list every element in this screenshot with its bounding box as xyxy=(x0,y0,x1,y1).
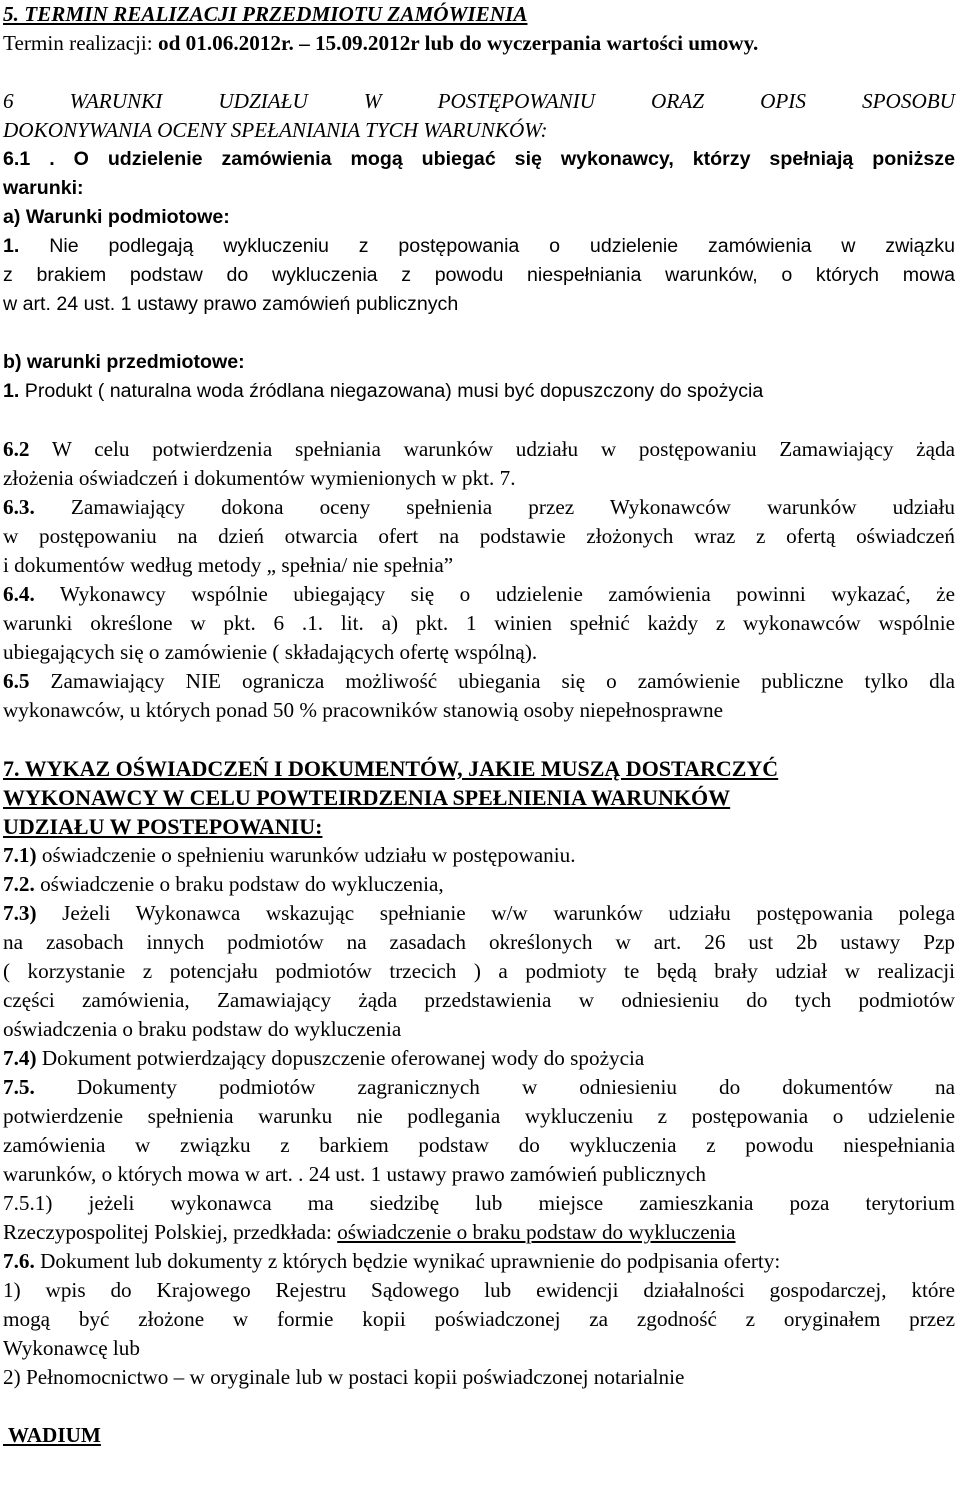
p75-text: Dokumenty podmiotów zagranicznych w odniesieniu do dokumentów na xyxy=(34,1075,955,1099)
p73-line4: części zamówienia, Zamawiający żąda przedstawienia w odniesieniu do tych podmiotów xyxy=(3,988,955,1012)
p71-line xyxy=(3,841,955,870)
p72-text: oświadczenie o braku podstaw do wykluczenia, xyxy=(34,872,444,896)
p751-line2 xyxy=(3,1218,955,1247)
p64-num: 6.4. xyxy=(3,582,35,606)
p64-text: Wykonawcy wspólnie ubiegający się o udzielenie zamówienia powinni wykazać, że xyxy=(34,582,955,606)
p65-text: Zamawiający NIE ogranicza możliwość ubiegania się o zamówienie publiczne tylko dla xyxy=(29,669,955,693)
p73-line2: na zasobach innych podmiotów na zasadach określonych w art. 26 ust 2b ustawy Pzp xyxy=(3,930,955,954)
p73-line3: ( korzystanie z potencjału podmiotów trzecich ) a podmioty te będą brały udział w realizacji xyxy=(3,959,955,983)
document-page xyxy=(3,0,955,1450)
b1-line xyxy=(3,377,955,406)
section-6-heading-line1: 6 WARUNKI UDZIAŁU W POSTĘPOWANIU ORAZ OPIS SPOSOBU xyxy=(3,89,955,113)
p62-line1 xyxy=(3,435,955,464)
section-5-heading: 5. TERMIN REALIZACJI PRZEDMIOTU ZAMÓWIENIA xyxy=(3,2,528,26)
p75-line4: warunków, o których mowa w art. . 24 ust. 1 ustawy prawo zamówień publicznych xyxy=(3,1162,706,1186)
p74-text: Dokument potwierdzający dopuszczenie oferowanej wody do spożycia xyxy=(36,1046,645,1070)
p71-text: oświadczenie o spełnieniu warunków udziału w postępowaniu. xyxy=(36,843,576,867)
term-label: Termin realizacji: xyxy=(3,31,158,55)
section-6-heading-line2: DOKONYWANIA OCENY SPEŁANIANIA TYCH WARUNKÓW: xyxy=(3,118,548,142)
p63-text: Zamawiający dokona oceny spełnienia przez Wykonawców warunków udziału xyxy=(34,495,955,519)
p75-line1 xyxy=(3,1073,955,1102)
p64-line1 xyxy=(3,580,955,609)
a1-line2: z brakiem podstaw do wykluczenia z powodu niespełniania warunków, o których mowa xyxy=(3,264,955,286)
p65-line2: wykonawców, u których ponad 50 % pracowników stanowią osoby niepełnosprawne xyxy=(3,698,724,722)
p76-1-line2: mogą być złożone w formie kopii poświadczonej za zgodność z oryginałem przez xyxy=(3,1307,955,1331)
a1-line1 xyxy=(3,232,955,261)
section-7-heading-line2: WYKONAWCY W CELU POWTEIRDZENIA SPEŁNIENIA WARUNKÓW xyxy=(3,785,731,810)
p61-line1: 6.1 . O udzielenie zamówienia mogą ubiegać się wykonawcy, którzy spełniają poniższe xyxy=(3,148,955,170)
a1-line3: w art. 24 ust. 1 ustawy prawo zamówień publicznych xyxy=(3,293,459,315)
a-label: a) Warunki podmiotowe: xyxy=(3,206,230,228)
p64-line3: ubiegających się o zamówienie ( składających ofertę wspólną). xyxy=(3,640,538,664)
b1-num: 1. xyxy=(3,380,20,402)
a1-text: Nie podlegają wykluczeniu z postępowania o udzielenie zamówienia w związku xyxy=(19,235,955,257)
b1-text: Produkt ( naturalna woda źródlana niegazowana) musi być dopuszczony do spożycia xyxy=(19,380,764,402)
p63-num: 6.3. xyxy=(3,495,35,519)
p72-num: 7.2. xyxy=(3,872,35,896)
p65-num: 6.5 xyxy=(3,669,30,693)
p751-underlined-text: oświadczenie o braku podstaw do wykluczenia xyxy=(337,1220,736,1244)
p71-num: 7.1) xyxy=(3,843,37,867)
term-value: od 01.06.2012r. – 15.09.2012r lub do wyczerpania wartości umowy. xyxy=(158,31,759,55)
section-7-heading-line3: UDZIAŁU W POSTEPOWANIU: xyxy=(3,814,323,839)
p751-text: Rzeczypospolitej Polskiej, przedkłada: xyxy=(3,1220,338,1244)
p75-num: 7.5. xyxy=(3,1075,35,1099)
p76-1-line3: Wykonawcę lub xyxy=(3,1336,140,1360)
p76-num: 7.6. xyxy=(3,1249,35,1273)
p63-line1 xyxy=(3,493,955,522)
p76-1-line1: 1) wpis do Krajowego Rejestru Sądowego lub ewidencji działalności gospodarczej, które xyxy=(3,1278,955,1302)
p75-line3: zamówienia w związku z barkiem podstaw do wykluczenia z powodu niespełniania xyxy=(3,1133,955,1157)
section-7-heading-line1: 7. WYKAZ OŚWIADCZEŃ I DOKUMENTÓW, JAKIE MUSZĄ DOSTARCZYĆ xyxy=(3,756,779,781)
p62-num: 6.2 xyxy=(3,437,30,461)
p61-line2: warunki: xyxy=(3,177,84,199)
p75-line2: potwierdzenie spełnienia warunku nie podlegania wykluczeniu z postępowania o udzielenie xyxy=(3,1104,955,1128)
a1-num: 1. xyxy=(3,235,20,257)
p72-line xyxy=(3,870,955,899)
p76-text: Dokument lub dokumenty z których będzie wynikać uprawnienie do podpisania oferty: xyxy=(34,1249,781,1273)
p74-line xyxy=(3,1044,955,1073)
p76-line xyxy=(3,1247,955,1276)
p751-line1: 7.5.1) jeżeli wykonawca ma siedzibę lub miejsce zamieszkania poza terytorium xyxy=(3,1191,955,1215)
p73-line1 xyxy=(3,899,955,928)
term-line xyxy=(3,29,955,58)
b-label: b) warunki przedmiotowe: xyxy=(3,351,245,373)
p62-text: W celu potwierdzenia spełniania warunków udziału w postępowaniu Zamawiający żąda xyxy=(29,437,955,461)
p73-line5: oświadczenia o braku podstaw do wykluczenia xyxy=(3,1017,402,1041)
p65-line1 xyxy=(3,667,955,696)
p74-num: 7.4) xyxy=(3,1046,37,1070)
wadium-heading: WADIUM xyxy=(3,1423,101,1447)
p62-line2: złożenia oświadczeń i dokumentów wymienionych w pkt. 7. xyxy=(3,466,516,490)
p64-line2: warunki określone w pkt. 6 .1. lit. a) pkt. 1 winien spełnić każdy z wykonawców wspólnie xyxy=(3,611,955,635)
p63-line3: i dokumentów według metody „ spełnia/ nie spełnia” xyxy=(3,553,454,577)
p63-line2: w postępowaniu na dzień otwarcia ofert na podstawie złożonych wraz z ofertą oświadczeń xyxy=(3,524,955,548)
p73-text: Jeżeli Wykonawca wskazując spełnianie w/w warunków udziału postępowania polega xyxy=(36,901,955,925)
p76-2-line: 2) Pełnomocnictwo – w oryginale lub w postaci kopii poświadczonej notarialnie xyxy=(3,1365,685,1389)
p73-num: 7.3) xyxy=(3,901,37,925)
